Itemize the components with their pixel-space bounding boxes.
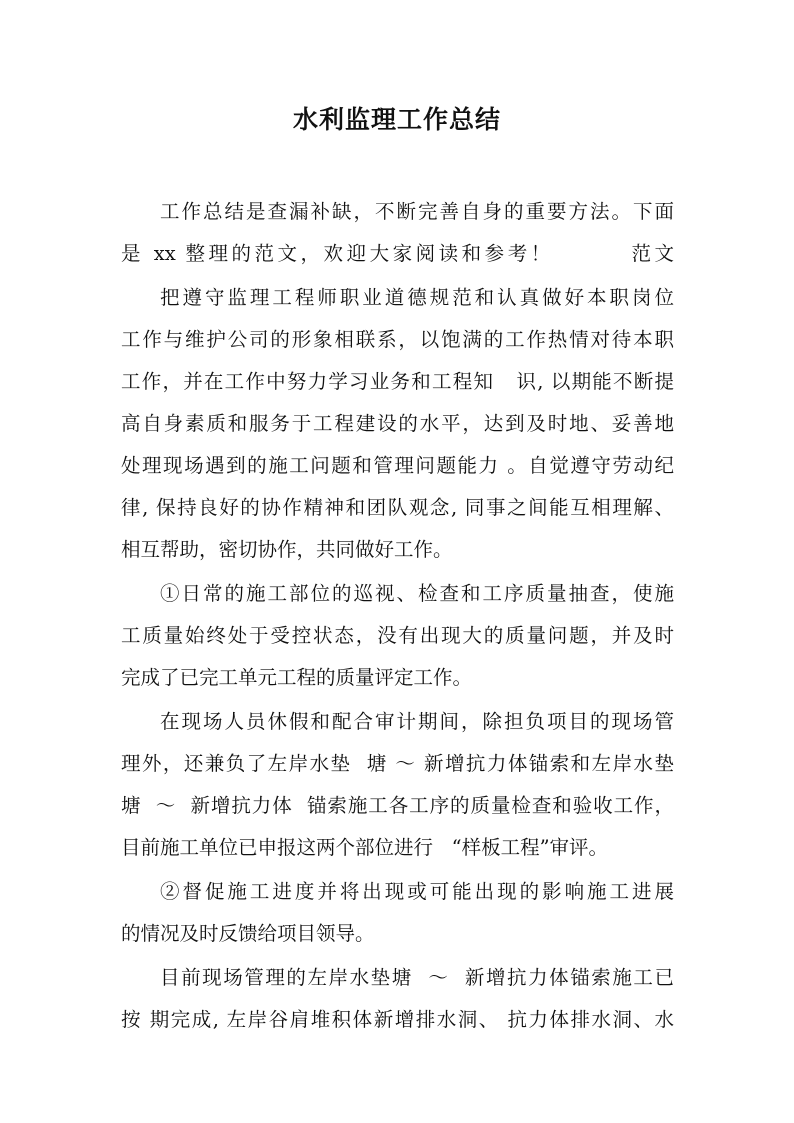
paragraph-line: 把遵守监理工程师职业道德规范和认真做好本职岗位: [160, 286, 674, 309]
paragraph-line: ②督促施工进度并将出现或可能出现的影响施工进展: [160, 880, 674, 903]
paragraph-line: 高自身素质和服务于工程建设的水平，达到及时地、妥善地: [121, 412, 674, 435]
paragraph-line: 按 期完成, 左岸谷肩堆积体新增排水洞、 抗力体排水洞、水: [121, 1008, 674, 1031]
paragraph-line: 工作，并在工作中努力学习业务和工程知 识, 以期能不断提: [121, 370, 674, 393]
paragraph-line: 目前施工单位已申报这两个部位进行 “样板工程”审评。: [121, 836, 609, 859]
document-title: 水利监理工作总结: [292, 105, 501, 134]
paragraph-line: 的情况及时反馈给项目领导。: [121, 922, 375, 945]
paragraph-line: 是 xx 整理的范文，欢迎大家阅读和参考！ 范文: [121, 242, 674, 265]
paragraph-line: 理外，还兼负了左岸水垫 塘 ～ 新增抗力体锚索和左岸水垫: [121, 752, 674, 775]
paragraph-line: 工作总结是查漏补缺，不断完善自身的重要方法。下面: [160, 200, 674, 223]
paragraph-line: 工作与维护公司的形象相联系，以饱满的工作热情对待本职: [121, 328, 674, 351]
paragraph-line: 目前现场管理的左岸水垫塘 ～ 新增抗力体锚索施工已: [160, 966, 674, 989]
paragraph-line: 在现场人员休假和配合审计期间，除担负项目的现场管: [160, 710, 674, 733]
paragraph-line: 律, 保持良好的协作精神和团队观念, 同事之间能互相理解、: [121, 496, 674, 519]
paragraph-line: 塘 ～ 新增抗力体 锚索施工各工序的质量检查和验收工作，: [121, 794, 674, 817]
paragraph-line: 处理现场遇到的施工问题和管理问题能力 。自觉遵守劳动纪: [121, 454, 674, 477]
paragraph-line: 工质量始终处于受控状态，没有出现大的质量问题，并及时: [121, 624, 674, 647]
paragraph-line: ①日常的施工部位的巡视、检查和工序质量抽查，使施: [160, 582, 674, 605]
paragraph-line: 相互帮助，密切协作，共同做好工作。: [121, 538, 453, 561]
paragraph-line: 完成了已完工单元工程的质量评定工作。: [121, 666, 473, 689]
